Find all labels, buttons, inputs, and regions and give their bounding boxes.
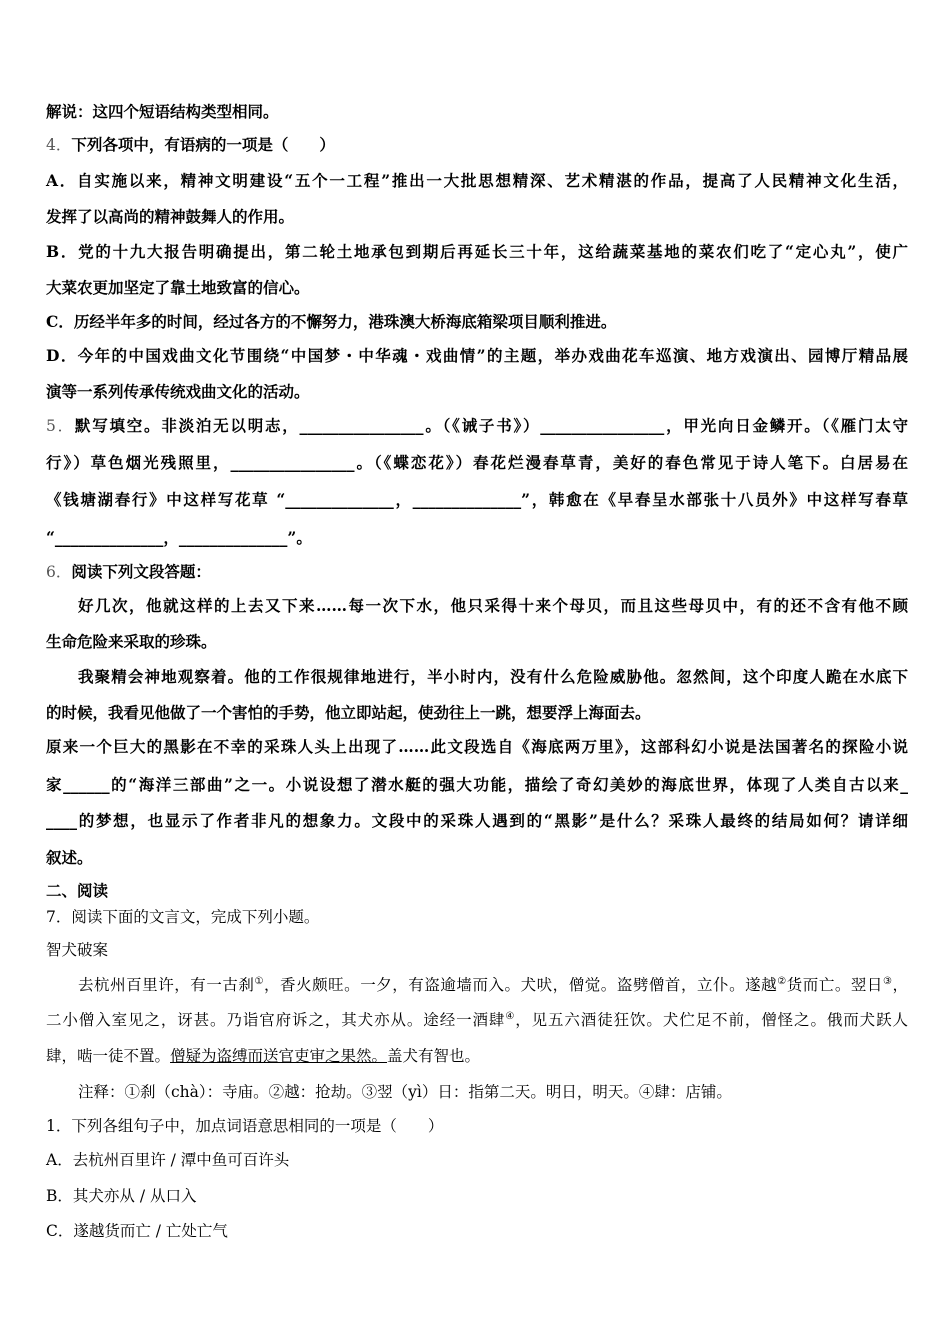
footnote-mark: ①: [254, 975, 264, 987]
q4-number: 4．: [46, 136, 72, 154]
text: ，见五六酒徒狂饮。犬伫足不前，僧怪之。俄而犬跃人: [515, 1011, 908, 1029]
q5-line1-text: 默写填空。非淡泊无以明志，________________。（《诫子书》）________________，甲光向日金鳞开。（《雁门太守: [74, 416, 908, 435]
q6-passage-p1-line2: 生命危险来采取的珍珠。: [46, 632, 217, 651]
text: 盖犬有智也。: [387, 1047, 481, 1065]
q4-option-b-line1: B．党的十九大报告明确提出，第二轮土地承包到期后再延长三十年，这给蔬菜基地的菜农们吃了“定心丸”，使广: [46, 242, 908, 261]
q3-explanation: 解说：这四个短语结构类型相同。: [46, 102, 279, 121]
q4-option-d-line1: D．今年的中国戏曲文化节围绕“中国梦・中华魂・戏曲情”的主题，举办戏曲花车巡演、地方戏演出、园博厅精品展: [46, 346, 908, 365]
footnote-mark: ④: [505, 1010, 516, 1022]
q4-stem: [46, 134, 908, 156]
q6-stem-text: 阅读下列文段答题：: [71, 562, 211, 581]
underlined-sentence: 僧疑为盗缚而送官吏审之果然。: [170, 1047, 388, 1065]
q4-option-a-line2: 发挥了以高尚的精神鼓舞人的作用。: [46, 207, 295, 226]
section-heading-reading: 二、阅读: [46, 881, 109, 900]
text: ，: [892, 976, 909, 994]
q4-option-c: C．历经半年多的时间，经过各方的不懈努力，港珠澳大桥海底箱梁项目顺利推进。: [46, 312, 617, 331]
q6-number: 6．: [46, 563, 72, 581]
q6-passage-p2-line2: 的时候，我看见他做了一个害怕的手势，他立即站起，使劲往上一跳，想要浮上海面去。: [46, 703, 651, 722]
q6-passage-p3-line4: 叙述。: [46, 848, 93, 867]
text: 二小僧入室见之，讶甚。乃诣官府诉之，其犬亦从。途经一酒肆: [46, 1011, 506, 1029]
q5-line2: 行》）草色烟光残照里，________________。（《蝶恋花》）春花烂漫春草青，美好的春色常见于诗人笔下。白居易在: [46, 453, 908, 472]
q4-option-d-line2: 演等一系列传承传统戏曲文化的活动。: [46, 382, 310, 401]
q5-line1: [46, 415, 908, 437]
q7-stem-text: 阅读下面的文言文，完成下列小题。: [71, 908, 320, 926]
q4-stem-text: 下列各项中，有语病的一项是（ ）: [71, 135, 335, 154]
q6-stem: [46, 561, 908, 583]
q7-stem: [46, 906, 908, 928]
q4-option-b-line2: 大菜农更加坚定了靠土地致富的信心。: [46, 278, 310, 297]
q4-option-a-line1: A．自实施以来，精神文明建设“五个一工程”推出一大批思想精深、艺术精湛的作品，提高了人民精神文化生活，: [46, 171, 908, 190]
q7-passage-title: 智犬破案: [46, 941, 109, 959]
q7-number: 7．: [46, 908, 72, 926]
q6-passage-p3-line1: 原来一个巨大的黑影在不幸的采珠人头上出现了……此文段选自《海底两万里》，这部科幻小说是法国著名的探险小说: [46, 737, 908, 756]
q7-passage-line1: [78, 974, 908, 996]
q6-passage-p1-line1: 好几次，他就这样的上去又下来……每一次下水，他只采得十来个母贝，而且这些母贝中，有的还不含有他不顾: [78, 596, 908, 615]
text: 肆，啮一徒不置。: [46, 1047, 171, 1065]
text: 货而亡。翌日: [786, 976, 883, 994]
q7-sub1-option-a: A．去杭州百里许 / 潭中鱼可百许头: [46, 1151, 290, 1169]
q7-passage-line3: [46, 1045, 908, 1067]
text: ，香火颇旺。一夕，有盗逾墙而入。犬吠，僧觉。盗劈僧首，立仆。遂越: [263, 976, 778, 994]
q7-sub1-option-b: B．其犬亦从 / 从口入: [46, 1187, 197, 1205]
q7-passage-line2: [46, 1009, 908, 1031]
footnote-mark: ③: [882, 975, 893, 987]
text: 去杭州百里许，有一古刹: [78, 976, 255, 994]
q6-passage-p2-line1: 我聚精会神地观察着。他的工作很规律地进行，半小时内，没有什么危险威胁他。忽然间，这个印度人跪在水底下: [78, 667, 908, 686]
q7-sub1-option-c: C．遂越货而亡 / 亡处亡气: [46, 1222, 228, 1240]
q5-number: 5．: [46, 417, 75, 435]
q6-passage-p3-line2: 家______的“海洋三部曲”之一。小说设想了潜水艇的强大功能，描绘了奇幻美妙的海底世界，体现了人类自古以来_: [46, 775, 908, 794]
q5-line3: 《钱塘湖春行》中这样写花草 “______________，______________”，韩愈在《早春呈水部张十八员外》中这样写春草: [46, 490, 908, 509]
q6-passage-p3-line3: ____的梦想，也显示了作者非凡的想象力。文段中的采珠人遇到的“黑影”是什么？采珠人最终的结局如何？请详细: [46, 811, 908, 830]
q7-notes: 注释：①刹（chà）：寺庙。②越：抢劫。③翌（yì）日：指第二天。明日，明天。④肆：店铺。: [78, 1083, 732, 1101]
q7-sub1-stem: 1．下列各组句子中，加点词语意思相同的一项是（ ）: [46, 1117, 444, 1135]
footnote-mark: ②: [777, 975, 787, 987]
q5-line4: “______________，______________”。: [46, 528, 312, 547]
